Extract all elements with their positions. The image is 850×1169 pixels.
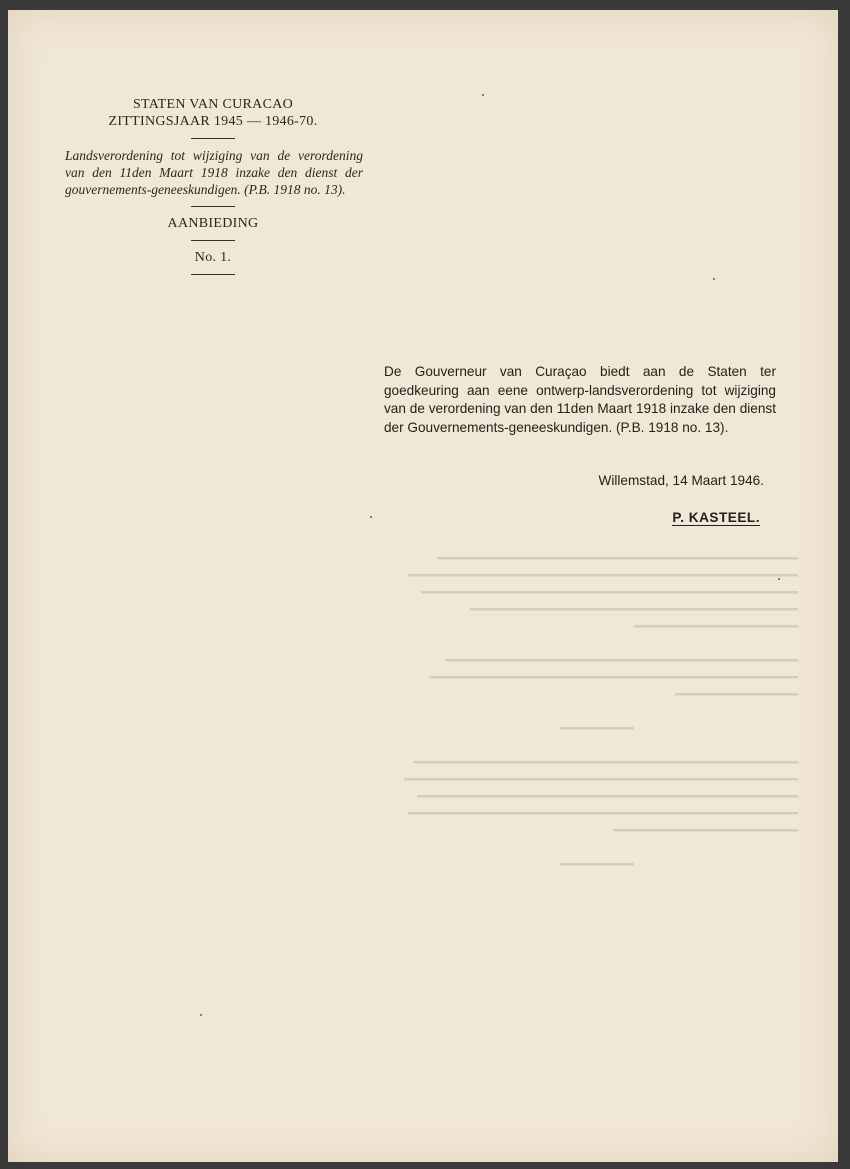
signature-name: P. KASTEEL. — [672, 510, 760, 525]
body-paragraph: De Gouverneur van Curaçao biedt aan de Staten ter goedkeuring aan eene ontwerp-landsverordening tot wijziging van de verordening van den 11den Maart 1918 inzake den dienst der Gouvernements-geneeskundigen. (P.B. 1918 no. 13). — [384, 364, 776, 435]
number-label: No. 1. — [194, 250, 232, 265]
subject-text: Landsverordening tot wijziging van de verordening van den 11den Maart 1918 inzake den dienst der gouvernements-geneeskundigen. (P.B. 1918 no. 13). — [65, 148, 363, 197]
divider — [191, 240, 235, 241]
header-session: ZITTINGSJAAR 1945 — 1946-70. — [108, 114, 318, 129]
divider — [191, 274, 235, 275]
header-title: STATEN VAN CURACAO — [132, 97, 294, 112]
paper-speck — [713, 278, 715, 280]
paper-speck — [200, 1014, 202, 1016]
paper-speck — [778, 578, 780, 580]
bleed-through-texture — [388, 550, 798, 890]
paper-speck — [370, 516, 372, 518]
divider — [191, 138, 235, 139]
signature — [564, 510, 760, 525]
paper-speck — [482, 94, 484, 96]
section-label: AANBIEDING — [167, 216, 259, 231]
place-date: Willemstad, 14 Maart 1946. — [598, 473, 764, 488]
header-block — [63, 96, 363, 283]
divider — [191, 206, 235, 207]
document-page — [8, 10, 838, 1162]
